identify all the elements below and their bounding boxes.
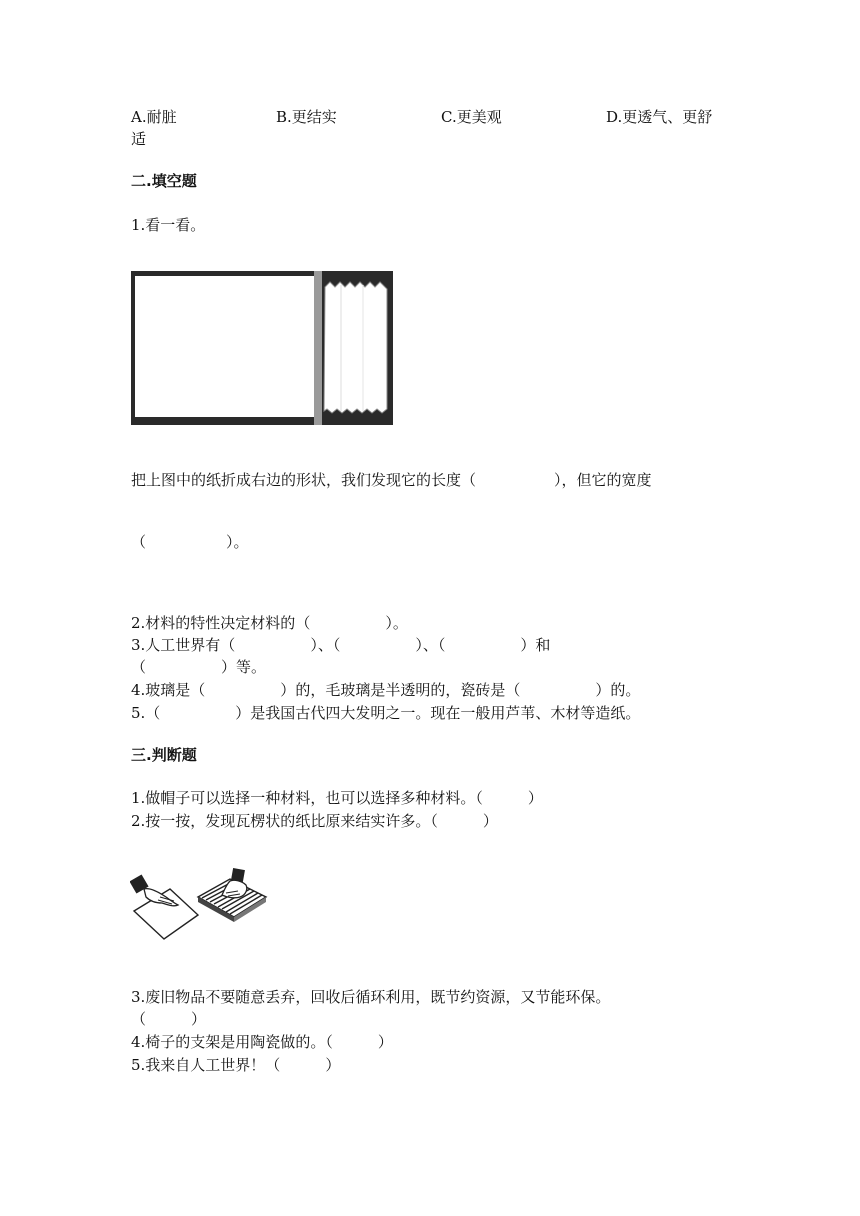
- section-title-true-false: 三.判断题: [131, 746, 197, 764]
- option-d: D.更透气、更舒: [606, 108, 713, 126]
- option-b: B.更结实: [276, 108, 337, 126]
- option-a: A.耐脏: [131, 108, 177, 126]
- question-2-1-line2-post: ）。: [226, 533, 249, 551]
- question-2-1-line1-pre: 把上图中的纸折成右边的形状，我们发现它的长度（: [131, 471, 477, 489]
- question-2-5: 5.（ ）是我国古代四大发明之一。现在一般用芦苇、木材等造纸。: [131, 704, 641, 722]
- question-2-1-line1-post: ），但它的宽度: [554, 471, 652, 489]
- question-2-1-line2: [131, 531, 249, 553]
- section-title-fill-in: 二.填空题: [131, 172, 197, 190]
- question-2-2: 2.材料的特性决定材料的（ ）。: [131, 614, 408, 632]
- question-2-3-line2: （ ）等。: [131, 658, 267, 676]
- question-3-1: 1.做帽子可以选择一种材料，也可以选择多种材料。（ ）: [131, 789, 543, 807]
- question-3-5: 5.我来自人工世界！（ ）: [131, 1056, 341, 1074]
- question-2-1-intro: 1.看一看。: [131, 216, 206, 234]
- option-d-continued: 适: [131, 130, 147, 148]
- question-2-4: 4.玻璃是（ ）的，毛玻璃是半透明的，瓷砖是（ ）的。: [131, 681, 641, 699]
- option-c: C.更美观: [441, 108, 502, 126]
- question-2-1-line2-pre: （: [131, 533, 147, 551]
- question-2-3-line1: 3.人工世界有（ ）、（ ）、（ ）和: [131, 636, 551, 654]
- question-3-3-line1: 3.废旧物品不要随意丢弃，回收后循环利用，既节约资源，又节能环保。: [131, 988, 611, 1006]
- paper-fold-figure: [131, 271, 393, 425]
- question-3-2: 2.按一按，发现瓦楞状的纸比原来结实许多。（ ）: [131, 812, 498, 830]
- hand-pressing-paper-figure: [130, 867, 268, 943]
- question-2-1-line1: [131, 469, 652, 491]
- question-3-3-line2: （ ）: [131, 1010, 207, 1028]
- question-3-4: 4.椅子的支架是用陶瓷做的。（ ）: [131, 1033, 393, 1051]
